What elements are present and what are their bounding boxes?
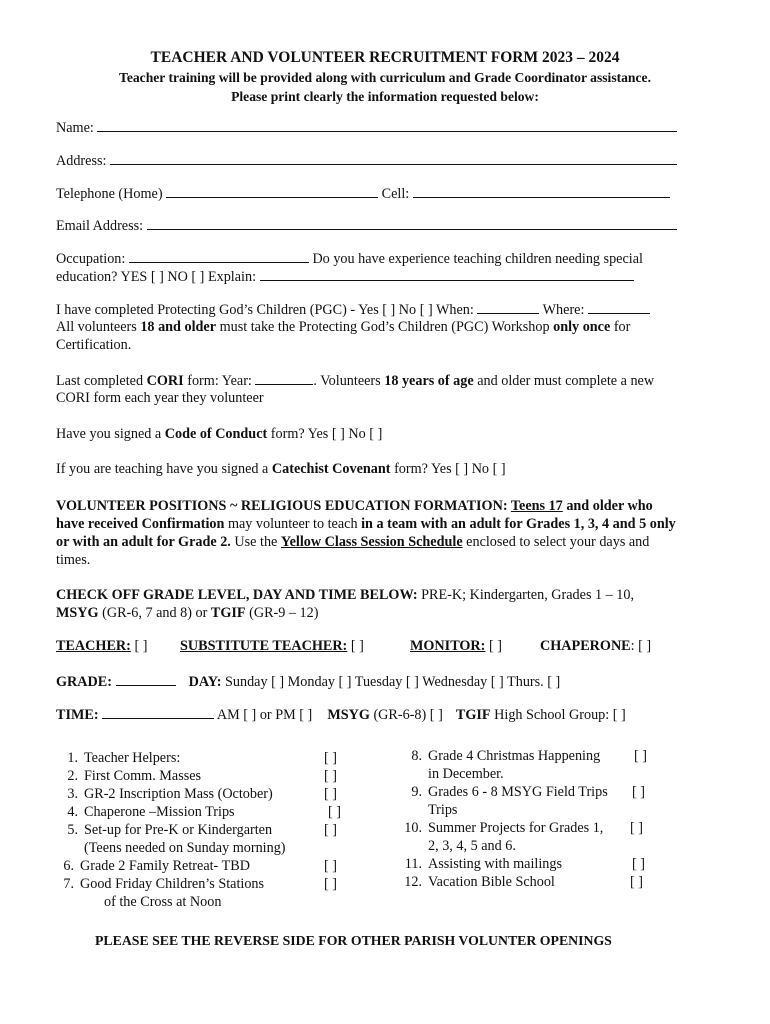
pgc-note-text-2: must take the Protecting God’s Children (PGC) Workshop xyxy=(216,319,554,335)
list-text: First Comm. Masses xyxy=(84,768,202,784)
list-checkbox[interactable]: [ ] xyxy=(324,876,337,892)
list-num: 12. xyxy=(404,874,422,890)
positions-line1 xyxy=(56,498,653,515)
cell-label: Cell: xyxy=(381,186,410,202)
list-item[interactable] xyxy=(398,874,555,891)
address-row xyxy=(56,152,677,170)
msyg-label: MSYG xyxy=(327,707,370,723)
list-item-continued: 2, 3, 4, 5 and 6. xyxy=(428,838,516,854)
cori-text-2: . Volunteers xyxy=(313,373,385,389)
role-chaperone-label: CHAPERONE xyxy=(540,638,631,654)
pgc-where-label: Where: xyxy=(542,302,585,318)
positions-grade2: or with an adult for Grade 2. xyxy=(56,534,231,550)
address-field[interactable] xyxy=(110,152,677,165)
pgc-note-text: All volunteers xyxy=(56,319,141,335)
cori-year-field[interactable] xyxy=(255,372,313,385)
tgif-label: TGIF xyxy=(455,707,491,723)
list-item-continued: (Teens needed on Sunday morning) xyxy=(84,840,286,856)
time-field[interactable] xyxy=(102,706,214,719)
explain-field[interactable] xyxy=(260,268,634,281)
conduct-text: Have you signed a xyxy=(56,426,165,442)
list-item[interactable] xyxy=(398,784,608,801)
telephone-row xyxy=(56,185,670,203)
name-label: Name: xyxy=(56,120,94,136)
special-ed-question: Do you have experience teaching children needing special xyxy=(312,251,643,267)
role-chaperone[interactable] xyxy=(540,638,651,655)
list-num: 8. xyxy=(411,748,422,764)
pgc-note xyxy=(56,319,630,336)
role-substitute[interactable] xyxy=(180,638,364,655)
cori-bold: CORI xyxy=(146,373,184,389)
list-text: Summer Projects for Grades 1, xyxy=(428,820,604,836)
list-checkbox[interactable]: [ ] xyxy=(324,768,337,784)
grade-day-row xyxy=(56,673,560,691)
list-text: Vacation Bible School xyxy=(428,874,555,890)
list-item-continued: of the Cross at Noon xyxy=(104,894,222,910)
phone-home-field[interactable] xyxy=(166,185,378,198)
positions-heading: VOLUNTEER POSITIONS ~ RELIGIOUS EDUCATION FORMATION: xyxy=(56,498,511,514)
positions-line3 xyxy=(56,534,649,551)
form-title: TEACHER AND VOLUNTEER RECRUITMENT FORM 2023 – 2024 xyxy=(150,49,620,66)
list-checkbox[interactable]: [ ] xyxy=(324,750,337,766)
list-item[interactable] xyxy=(398,820,603,837)
positions-confirmation: have received Confirmation xyxy=(56,516,225,532)
pgc-note-age: 18 and older xyxy=(140,319,217,335)
list-item[interactable] xyxy=(54,822,272,839)
cell-field[interactable] xyxy=(413,185,670,198)
role-teacher-label: TEACHER: xyxy=(56,638,131,654)
role-substitute-label: SUBSTITUTE TEACHER: xyxy=(180,638,348,654)
cori-text: Last completed xyxy=(56,373,147,389)
list-checkbox[interactable]: [ ] xyxy=(324,786,337,802)
list-item[interactable] xyxy=(54,804,235,821)
list-checkbox[interactable]: [ ] xyxy=(630,820,643,836)
pgc-row xyxy=(56,301,650,319)
list-checkbox[interactable]: [ ] xyxy=(632,784,645,800)
cori-age: 18 years of age xyxy=(384,373,474,389)
checkoff-text: (GR-6, 7 and 8) or xyxy=(98,605,211,621)
email-label: Email Address: xyxy=(56,218,144,234)
name-field[interactable] xyxy=(97,119,677,132)
checkoff-line1 xyxy=(56,587,634,604)
checkoff-msyg: MSYG xyxy=(56,605,99,621)
special-ed-row xyxy=(56,268,634,286)
list-checkbox[interactable]: [ ] xyxy=(324,822,337,838)
conduct-row[interactable] xyxy=(56,426,382,443)
list-checkbox[interactable]: [ ] xyxy=(634,748,647,764)
cori-row xyxy=(56,372,654,390)
positions-line2 xyxy=(56,516,676,533)
list-num: 10. xyxy=(404,820,422,836)
pgc-note-text-3: for xyxy=(610,319,631,335)
conduct-options[interactable]: form? Yes [ ] No [ ] xyxy=(267,426,383,442)
phone-home-label: Telephone (Home) xyxy=(56,186,163,202)
list-num: 11. xyxy=(404,856,422,872)
checkoff-heading: CHECK OFF GRADE LEVEL, DAY AND TIME BELOW: xyxy=(56,587,418,603)
list-num: 5. xyxy=(67,822,78,838)
address-label: Address: xyxy=(56,153,107,169)
tgif-checkbox[interactable]: High School Group: [ ] xyxy=(490,707,626,723)
list-item[interactable] xyxy=(54,786,273,803)
list-item[interactable] xyxy=(398,748,600,765)
email-row xyxy=(56,217,677,235)
list-num: 6. xyxy=(63,858,74,874)
role-monitor-label: MONITOR: xyxy=(410,638,486,654)
list-item[interactable] xyxy=(50,858,250,875)
role-substitute-checkbox[interactable]: [ ] xyxy=(347,638,364,654)
covenant-row[interactable] xyxy=(56,461,506,478)
form-instructions: Please print clearly the information requested below: xyxy=(231,89,539,104)
pgc-question[interactable]: I have completed Protecting God’s Children (PGC) - Yes [ ] No [ ] When: xyxy=(56,302,474,318)
am-pm-options[interactable]: AM [ ] or PM [ ] xyxy=(216,707,313,723)
role-monitor[interactable] xyxy=(410,638,502,655)
positions-heading-2: and older who xyxy=(562,498,653,514)
list-num: 1. xyxy=(67,750,78,766)
list-num: 3. xyxy=(67,786,78,802)
role-monitor-checkbox[interactable]: [ ] xyxy=(485,638,502,654)
time-label: TIME: xyxy=(56,707,99,723)
occupation-label: Occupation: xyxy=(56,251,126,267)
list-text: Grade 4 Christmas Happening xyxy=(428,748,601,764)
list-checkbox[interactable]: [ ] xyxy=(630,874,643,890)
covenant-options[interactable]: form? Yes [ ] No [ ] xyxy=(390,461,506,477)
list-text: Assisting with mailings xyxy=(428,856,563,872)
footer-note: PLEASE SEE THE REVERSE SIDE FOR OTHER PARISH VOLUNTER OPENINGS xyxy=(95,933,612,948)
positions-schedule: Yellow Class Session Schedule xyxy=(280,534,463,550)
list-text: Chaperone –Mission Trips xyxy=(84,804,235,820)
list-item[interactable] xyxy=(50,876,264,893)
covenant-bold: Catechist Covenant xyxy=(271,461,391,477)
list-text: Teacher Helpers: xyxy=(84,750,181,766)
list-num: 2. xyxy=(67,768,78,784)
checkoff-grades: PRE-K; Kindergarten, Grades 1 – 10, xyxy=(417,587,635,603)
day-options[interactable]: Sunday [ ] Monday [ ] Tuesday [ ] Wednesday [ ] Thurs. [ ] xyxy=(225,674,561,690)
covenant-text: If you are teaching have you signed a xyxy=(56,461,272,477)
list-text: Set-up for Pre-K or Kindergarten xyxy=(84,822,273,838)
list-text: Grades 6 - 8 MSYG Field Trips xyxy=(428,784,608,800)
positions-team: in a team with an adult for Grades 1, 3, 4 and 5 only xyxy=(361,516,676,532)
day-label: DAY: xyxy=(188,674,222,690)
occupation-field[interactable] xyxy=(129,250,309,263)
positions-text-3: enclosed to select your days and xyxy=(462,534,650,550)
list-checkbox[interactable]: [ ] xyxy=(328,804,341,820)
occupation-row xyxy=(56,250,643,268)
pgc-when-field[interactable] xyxy=(477,301,539,314)
cori-year-label: form: Year: xyxy=(183,373,252,389)
list-item[interactable] xyxy=(398,856,562,873)
list-text: GR-2 Inscription Mass (October) xyxy=(84,786,273,802)
grade-label: GRADE: xyxy=(56,674,112,690)
positions-text: may volunteer to teach xyxy=(224,516,362,532)
conduct-bold: Code of Conduct xyxy=(164,426,268,442)
checkoff-line2 xyxy=(56,605,318,622)
pgc-where-field[interactable] xyxy=(588,301,650,314)
cori-line2: CORI form each year they volunteer xyxy=(56,390,264,406)
list-checkbox[interactable]: [ ] xyxy=(632,856,645,872)
time-row xyxy=(56,706,626,724)
name-row xyxy=(56,119,677,137)
msyg-checkbox[interactable]: (GR-6-8) [ ] xyxy=(369,707,443,723)
checkoff-tgif: TGIF xyxy=(210,605,246,621)
list-num: 9. xyxy=(411,784,422,800)
list-item[interactable] xyxy=(54,768,201,785)
list-text: Good Friday Children’s Stations xyxy=(80,876,265,892)
list-num: 7. xyxy=(63,876,74,892)
list-item[interactable] xyxy=(54,750,180,767)
grade-field[interactable] xyxy=(116,673,176,686)
list-item-continued: in December. xyxy=(428,766,504,782)
role-teacher-checkbox[interactable]: [ ] xyxy=(130,638,148,654)
list-item-continued: Trips xyxy=(428,802,458,818)
form-subtitle: Teacher training will be provided along with curriculum and Grade Coordinator assistance. xyxy=(119,70,651,85)
checkoff-text-2: (GR-9 – 12) xyxy=(245,605,319,621)
pgc-note-line3: Certification. xyxy=(56,337,132,353)
list-text: Grade 2 Family Retreat- TBD xyxy=(80,858,250,874)
role-chaperone-checkbox[interactable]: : [ ] xyxy=(630,638,652,654)
list-checkbox[interactable]: [ ] xyxy=(324,858,337,874)
role-teacher[interactable] xyxy=(56,638,147,655)
positions-line4: times. xyxy=(56,552,91,568)
positions-teens: Teens 17 xyxy=(510,498,563,514)
list-num: 4. xyxy=(67,804,78,820)
positions-text-2: Use the xyxy=(230,534,281,550)
pgc-note-once: only once xyxy=(553,319,611,335)
email-field[interactable] xyxy=(147,217,677,230)
special-ed-options[interactable]: education? YES [ ] NO [ ] Explain: xyxy=(56,269,257,285)
cori-text-3: and older must complete a new xyxy=(473,373,655,389)
